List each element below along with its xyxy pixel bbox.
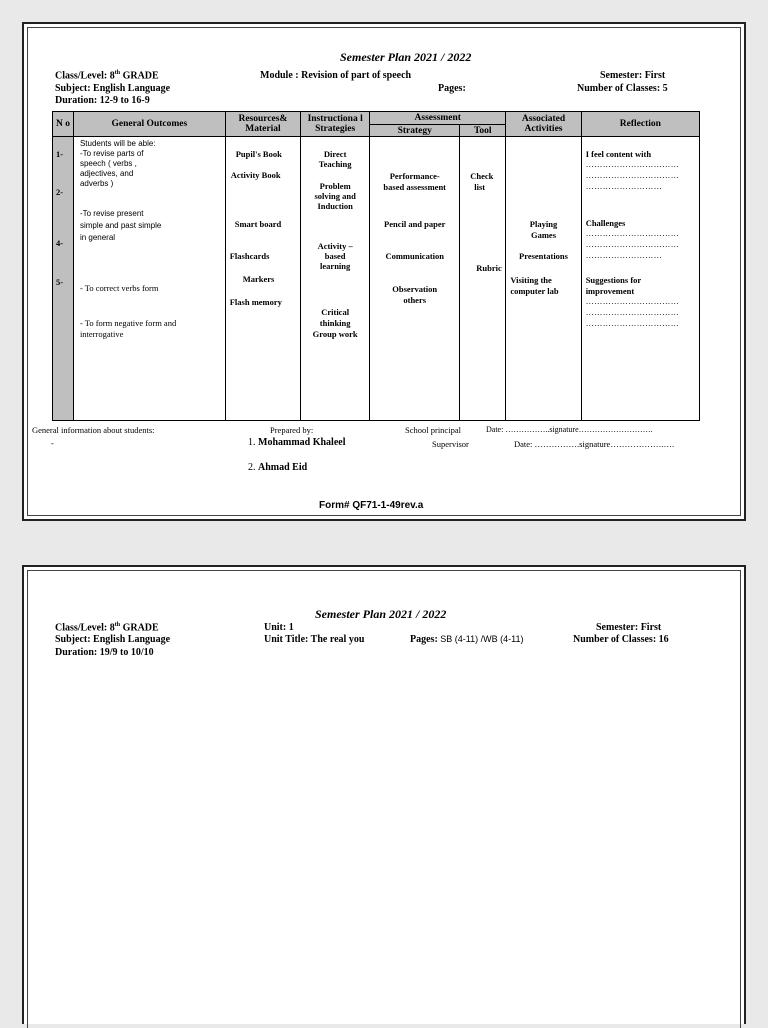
header-activities: Associated Activities — [506, 112, 581, 137]
instructional-line: Activity – — [317, 241, 353, 251]
resources-cell — [225, 137, 300, 421]
instructional-line: learning — [320, 261, 351, 271]
class-level-label: Class/Level: 8 — [55, 622, 115, 634]
reflection-dots: …………………………… — [585, 160, 680, 169]
page-2 — [22, 565, 746, 1024]
class-level — [55, 622, 159, 633]
instructional-cell — [301, 137, 370, 421]
instructional-line: Critical — [321, 307, 350, 317]
reflection-dots: …………………………… — [585, 297, 680, 306]
supervisor-date-signature: Date: …………….signature……………….…. — [514, 439, 675, 449]
strategy-line: based assessment — [383, 182, 446, 192]
outcome-line: - To correct verbs form — [79, 283, 159, 293]
row-number: 4- — [56, 238, 64, 248]
semester: Semester: First — [600, 70, 666, 81]
outcome-line: -To revise parts of — [79, 149, 144, 158]
reflection-dots: ……………………… — [585, 182, 663, 191]
header-outcomes: General Outcomes — [73, 112, 225, 137]
row-number: 2- — [56, 187, 64, 197]
instructional-line: thinking — [319, 318, 351, 328]
outcome-line: simple and past simple — [79, 221, 162, 230]
activity-line: Games — [530, 230, 557, 240]
instructional-line: solving and — [314, 191, 356, 201]
instructional-line: Direct — [323, 149, 347, 159]
form-number: Form# QF71-1-49rev.a — [319, 500, 424, 511]
subject: Subject: English Language — [55, 83, 171, 94]
tool-line: Check — [470, 171, 494, 181]
class-level-sup: th — [114, 70, 121, 76]
outcome-line: adverbs ) — [79, 179, 114, 188]
header-instructional: Instructiona l Strategies — [301, 112, 370, 137]
number-of-classes: Number of Classes: 16 — [573, 634, 669, 645]
pages-value: SB (4-11) /WB (4-11) — [440, 634, 524, 644]
reflection-dots: …………………………… — [585, 229, 680, 238]
strategy-line: others — [403, 295, 427, 305]
reflection-cell — [581, 137, 699, 421]
reflection-dots: …………………………… — [585, 240, 680, 249]
strategy-line: Pencil and paper — [384, 219, 446, 229]
row-number: 5- — [56, 277, 64, 287]
activity-line: computer lab — [510, 286, 559, 296]
subject: Subject: English Language — [55, 634, 171, 645]
reflection-dots: …………………………… — [585, 171, 680, 180]
general-info-label: General information about students: — [32, 425, 155, 435]
strategy-line: Performance- — [389, 171, 440, 181]
pages-label: Pages: — [410, 634, 441, 645]
supervisor-label: Supervisor — [432, 439, 469, 449]
duration: Duration: 19/9 to 10/10 — [55, 647, 154, 658]
module: Module : Revision of part of speech — [260, 70, 412, 81]
reflection-challenges: Challenges — [585, 218, 626, 228]
activity-line: Presentations — [519, 251, 568, 261]
header-assessment: Assessment — [370, 112, 506, 125]
school-principal-label: School principal — [405, 425, 461, 435]
preparer-2 — [248, 462, 307, 473]
outcome-line: Students will be able: — [79, 139, 156, 148]
resource-item: Pupil's Book — [235, 149, 282, 159]
row-number: 1- — [56, 149, 64, 159]
strategy-line: Observation — [392, 284, 438, 294]
semester: Semester: First — [596, 622, 662, 633]
numbers-cell — [53, 137, 74, 421]
preparer-2-number: 2. — [248, 462, 256, 473]
class-level-label: Class/Level: 8 — [55, 70, 115, 82]
outcome-line: - To form negative form and — [79, 318, 177, 328]
reflection-dots: …………………………… — [585, 308, 680, 317]
activity-line: Visiting the — [510, 275, 552, 285]
resource-item: Activity Book — [230, 170, 281, 180]
class-level — [55, 70, 159, 81]
page-1 — [22, 22, 746, 521]
strategy-line: Communication — [385, 251, 444, 261]
reflection-improvement: improvement — [585, 286, 635, 296]
page-1-title: Semester Plan 2021 / 2022 — [340, 50, 472, 64]
instructional-line: based — [324, 251, 346, 261]
activities-cell — [506, 137, 581, 421]
preparer-1-number: 1. — [248, 437, 256, 448]
reflection-content: I feel content with — [585, 149, 652, 159]
principal-date-signature: Date: ……………..signature………………………. — [486, 425, 653, 434]
header-strategy: Strategy — [370, 125, 460, 137]
outcome-line: in general — [79, 233, 116, 242]
reflection-dots: …………………………… — [585, 319, 680, 328]
activity-line: Playing — [529, 219, 558, 229]
instructional-line: Induction — [317, 201, 353, 211]
pages — [410, 634, 523, 645]
page-2-title: Semester Plan 2021 / 2022 — [315, 607, 447, 621]
tool-line: Rubric — [476, 263, 502, 273]
reflection-dots: ……………………… — [585, 251, 663, 260]
duration: Duration: 12-9 to 16-9 — [55, 95, 150, 106]
general-info-dash: - — [51, 438, 54, 448]
instructional-line: Teaching — [318, 159, 352, 169]
pages-label: Pages: — [438, 83, 466, 94]
tool-line: list — [474, 182, 486, 192]
outcome-line: adjectives, and — [79, 169, 134, 178]
instructional-line: Problem — [319, 181, 351, 191]
number-of-classes: Number of Classes: 5 — [577, 83, 668, 94]
preparer-1-name: Mohammad Khaleel — [258, 437, 346, 448]
header-reflection: Reflection — [581, 112, 699, 137]
prepared-by-label: Prepared by: — [270, 425, 314, 435]
outcomes-cell — [73, 137, 225, 421]
resource-item: Flash memory — [229, 297, 282, 307]
header-no: N o — [53, 112, 74, 137]
class-level-sup: th — [114, 622, 121, 628]
preparer-2-name: Ahmad Eid — [258, 462, 308, 473]
outcome-line: interrogative — [79, 329, 124, 339]
class-level-grade: GRADE — [120, 70, 159, 82]
resource-item: Flashcards — [229, 251, 270, 261]
outcome-line: -To revise present — [79, 209, 144, 218]
semester-plan-table — [52, 111, 700, 421]
class-level-grade: GRADE — [120, 622, 159, 634]
unit-title: Unit Title: The real you — [264, 634, 365, 645]
tool-cell — [460, 137, 506, 421]
instructional-line: Group work — [312, 329, 358, 339]
outcome-line: speech ( verbs , — [79, 159, 137, 168]
strategy-cell — [370, 137, 460, 421]
reflection-suggestions: Suggestions for — [585, 275, 642, 285]
header-resources: Resources& Material — [225, 112, 300, 137]
header-tool: Tool — [460, 125, 506, 137]
unit: Unit: 1 — [264, 622, 294, 633]
resource-item: Smart board — [234, 219, 282, 229]
resource-item: Markers — [242, 274, 275, 284]
preparer-1 — [248, 437, 346, 448]
